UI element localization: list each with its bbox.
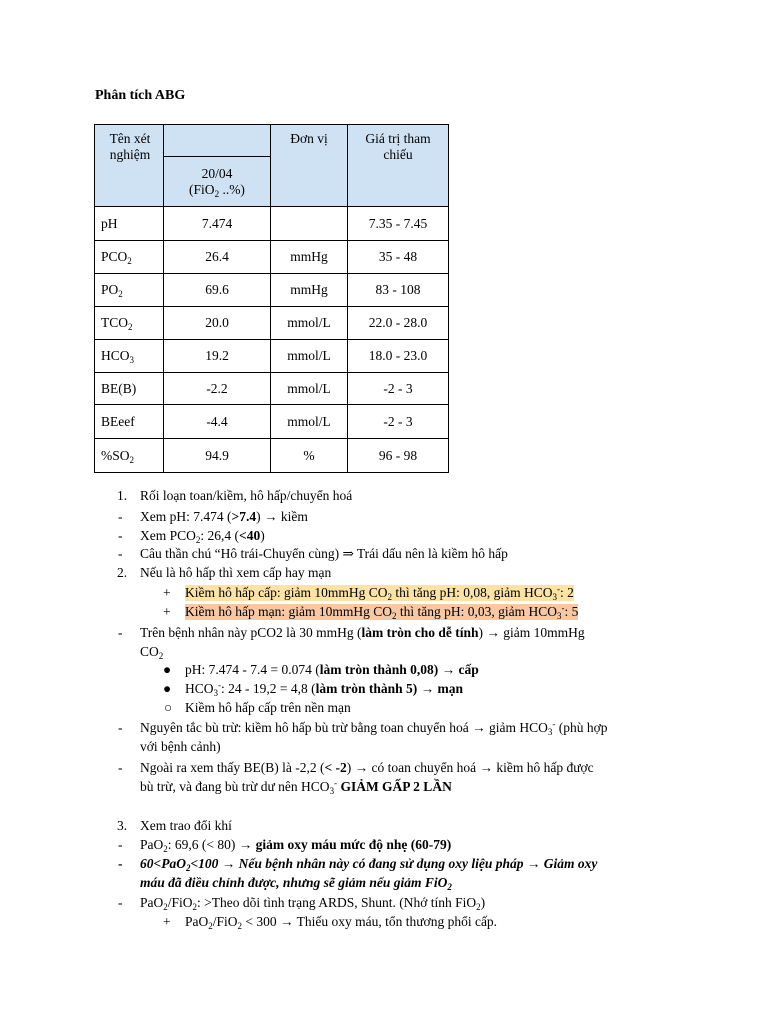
- header-date: 20/04 (FiO$_2$ ..%): [164, 157, 271, 207]
- plus-marker: +: [163, 585, 171, 600]
- list-item: 60<PaO$_2$<100 → Nếu bệnh nhân này có đang sử dụng oxy liệu pháp → Giảm oxy: [140, 856, 598, 873]
- dash-marker: -: [118, 837, 123, 852]
- bullet-marker: ●: [163, 681, 172, 696]
- doc-title: Phân tích ABG: [95, 88, 186, 103]
- dash-marker: -: [118, 760, 123, 775]
- list-item: Xem $PCO_2$: 26,4 (<40): [140, 528, 265, 545]
- list-item: Xem trao đổi khí: [140, 818, 232, 833]
- dash-marker: -: [118, 546, 123, 561]
- list-marker: 1.: [117, 488, 128, 503]
- list-item: Xem pH: 7.474 (>7.4) → kiềm: [140, 509, 308, 524]
- table-row: $PCO_2$ 26.4 mmHg 35 - 48: [95, 241, 449, 274]
- bullet-marker: ●: [163, 662, 172, 677]
- table-row: $PO_2$ 69.6 mmHg 83 - 108: [95, 274, 449, 307]
- list-item-highlight: Kiềm hô hấp cấp: giảm 10mmHg $CO_2$ thì tăng pH: 0,08, giảm $HCO_3^-$: 2: [185, 584, 574, 602]
- table-row: BEeef -4.4 mmol/L -2 - 3: [95, 405, 449, 439]
- table-row: $HCO_3$ 19.2 mmol/L 18.0 - 23.0: [95, 340, 449, 373]
- abg-table: [94, 124, 449, 473]
- dash-marker: -: [118, 625, 123, 640]
- table-row: pH 7.474 7.35 - 7.45: [95, 207, 449, 241]
- list-marker: 2.: [117, 565, 128, 580]
- header-unit: Đơn vị: [271, 125, 348, 207]
- dash-marker: -: [118, 528, 123, 543]
- list-item: Nếu là hô hấp thì xem cấp hay mạn: [140, 565, 332, 580]
- list-item-cont: bù trừ, và đang bù trừ dư nên $HCO_3^-$ GIẢM GẤP 2 LẦN: [140, 778, 452, 796]
- header-ref: Giá trị tham chiếu: [348, 125, 449, 207]
- list-item: PaO$_2$: 69,6 (< 80) → giảm oxy máu mức độ nhẹ (60-79): [140, 837, 452, 854]
- dash-marker: -: [118, 895, 123, 910]
- circle-marker: ○: [164, 700, 173, 715]
- list-item: Rối loạn toan/kiềm, hô hấp/chuyển hoá: [140, 488, 353, 503]
- list-item: PaO$_2$/FiO$_2$: >Theo dõi tình trạng ARDS, Shunt. (Nhớ tính FiO$_2$): [140, 895, 486, 912]
- list-item-cont: với bệnh cảnh): [140, 739, 221, 754]
- list-item: Nguyên tắc bù trừ: kiềm hô hấp bù trừ bằng toan chuyển hoá → giảm $HCO_3^-$ (phù hợp: [140, 719, 608, 737]
- list-item-cont: $CO_2$: [140, 644, 164, 661]
- header-empty-cell: [164, 125, 271, 157]
- list-item: Kiềm hô hấp cấp trên nền mạn: [185, 700, 351, 715]
- list-item: $HCO_3^-$: 24 - 19,2 = 4,8 (làm tròn thành 5) → mạn: [185, 680, 464, 698]
- list-item: Câu thần chú “Hô trái-Chuyển cùng) ⇒ Trái dấu nên là kiềm hô hấp: [140, 546, 508, 561]
- dash-marker: -: [118, 856, 123, 871]
- header-test-name: Tên xét nghiệm: [95, 125, 164, 207]
- list-marker: 3.: [117, 818, 128, 833]
- plus-marker: +: [163, 604, 171, 619]
- dash-marker: -: [118, 509, 123, 524]
- table-row: $TCO_2$ 20.0 mmol/L 22.0 - 28.0: [95, 307, 449, 340]
- plus-marker: +: [163, 914, 171, 929]
- dash-marker: -: [118, 720, 123, 735]
- table-row: BE(B) -2.2 mmol/L -2 - 3: [95, 373, 449, 405]
- list-item: pH: 7.474 - 7.4 = 0.074 (làm tròn thành 0,08) → cấp: [185, 662, 479, 677]
- list-item: Trên bệnh nhân này pCO2 là 30 mmHg (làm tròn cho dễ tính) → giảm 10mmHg: [140, 625, 585, 640]
- list-item: Ngoài ra xem thấy BE(B) là -2,2 (< -2) → có toan chuyển hoá → kiềm hô hấp được: [140, 760, 594, 775]
- list-item-cont: máu đã điều chỉnh được, nhưng sẽ giảm nếu giảm FiO$_2$: [140, 875, 452, 892]
- list-item: PaO$_2$/FiO$_2$ < 300 → Thiếu oxy máu, tổn thương phổi cấp.: [185, 914, 498, 931]
- table-row: $\%SO_2$ 94.9 % 96 - 98: [95, 439, 449, 473]
- list-item-highlight: Kiềm hô hấp mạn: giảm 10mmHg $CO_2$ thì tăng pH: 0,03, giảm $HCO_3^-$: 5: [185, 603, 579, 621]
